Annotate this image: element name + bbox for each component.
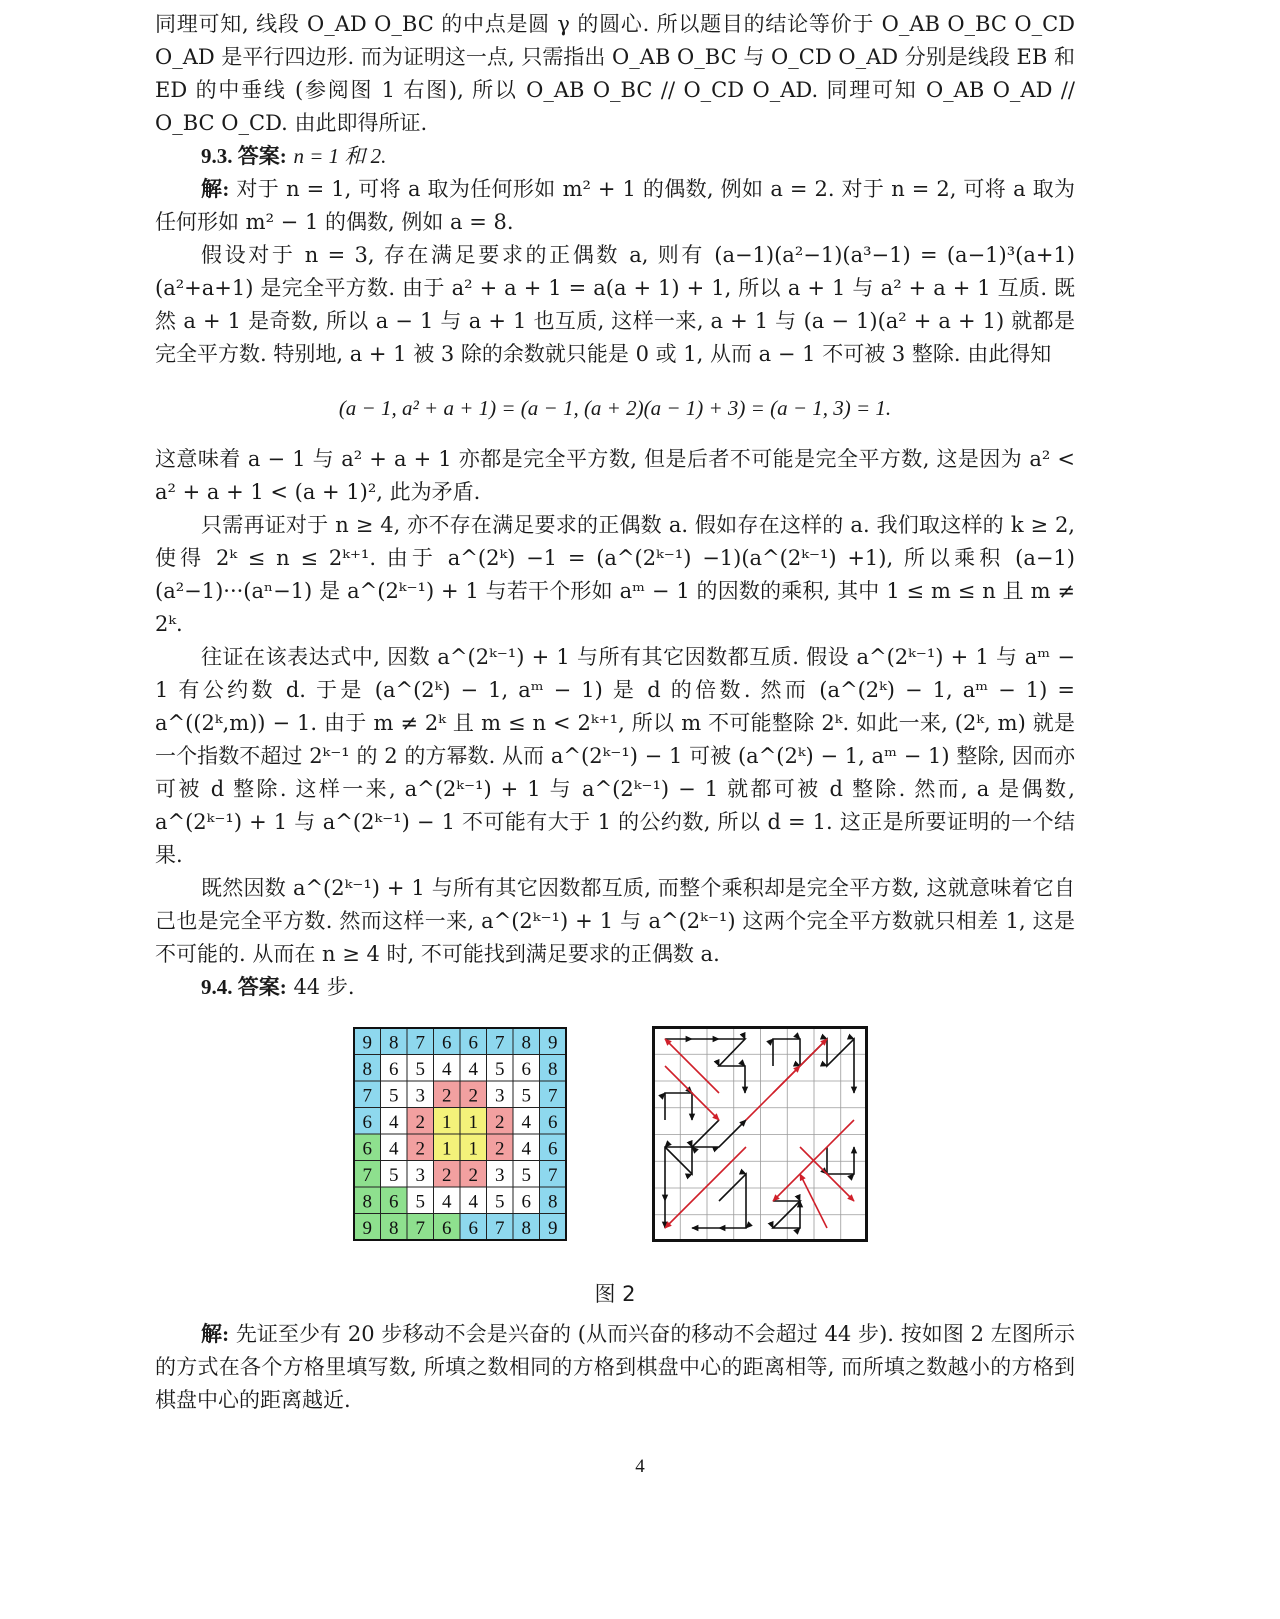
board-cell-number: 6: [389, 1191, 399, 1213]
board-cell-number: 7: [495, 1032, 505, 1054]
board-cell-number: 4: [442, 1191, 452, 1213]
board-cell-number: 7: [548, 1164, 558, 1186]
figure-caption: 图 2: [594, 1282, 636, 1306]
paragraph-3: 假设对于 n = 3, 存在满足要求的正偶数 a, 则有 (a−1)(a²−1)(a³−1) = (a−1)³(a+1)(a²+a+1) 是完全平方数. 由于 a² + a + 1 = a(a + 1) + 1, 所以 a + 1 与 a² + a + 1 互质. 既然 a + 1 是奇数, 所以 a − 1 与 a + 1 也互质, 这样一来, a + 1 与 (a − 1)(a² + a + 1) 就都是完全平方数. 特别地, a + 1 被 3 除的余数就只能是 0 或 1, 从而 a − 1 不可被 3 整除. 由此得知: [155, 243, 1075, 366]
board-cell-number: 6: [442, 1217, 452, 1239]
board-cell-number: 2: [495, 1111, 505, 1133]
path-top-right: [773, 1039, 854, 1093]
answer-9-4: [155, 971, 1075, 1004]
board-cell-number: 2: [442, 1164, 452, 1186]
board-cell-number: 1: [468, 1111, 478, 1133]
board-cell-number: 6: [548, 1111, 558, 1133]
answer-9-4-label: 9.4. 答案:: [201, 975, 287, 999]
paragraph-2: 对于 n = 1, 可将 a 取为任何形如 m² + 1 的偶数, 例如 a = 2. 对于 n = 2, 可将 a 取为任何形如 m² − 1 的偶数, 例如 a = 8.: [155, 177, 1075, 234]
paragraph-7: 既然因数 a^(2ᵏ⁻¹) + 1 与所有其它因数都互质, 而整个乘积却是完全平方数, 这就意味着它自己也是完全平方数. 然而这样一来, a^(2ᵏ⁻¹) + 1 与 a^(2ᵏ⁻¹) 这两个完全平方数就只相差 1, 这是不可能的. 从而在 n ≥ 4 时, 不可能找到满足要求的正偶数 a.: [155, 876, 1075, 966]
figure-2: [155, 1016, 1075, 1346]
paragraph-6: 往证在该表达式中, 因数 a^(2ᵏ⁻¹) + 1 与所有其它因数都互质. 假设 a^(2ᵏ⁻¹) + 1 与 aᵐ − 1 有公约数 d. 于是 (a^(2ᵏ) − 1, aᵐ − 1) 是 d 的倍数. 然而 (a^(2ᵏ) − 1, aᵐ − 1) = a^((2ᵏ,m)) − 1. 由于 m ≠ 2ᵏ 且 m ≤ n < 2ᵏ⁺¹, 所以 m 不可能整除 2ᵏ. 如此一来, (2ᵏ, m) 就是一个指数不超过 2ᵏ⁻¹ 的 2 的方幂数. 从而 a^(2ᵏ⁻¹) − 1 可被 (a^(2ᵏ) − 1, aᵐ − 1) 整除, 因而亦可被 d 整除. 这样一来, a^(2ᵏ⁻¹) + 1 与 a^(2ᵏ⁻¹) − 1 就都可被 d 整除. 然而, a 是偶数, a^(2ᵏ⁻¹) + 1 与 a^(2ᵏ⁻¹) − 1 不可能有大于 1 的公约数, 所以 d = 1. 这正是所要证明的一个结果.: [155, 645, 1075, 867]
solution-label-2: 解:: [201, 1322, 230, 1346]
answer-9-3: [155, 140, 1075, 173]
solution-label: 解:: [201, 177, 230, 201]
path-top-left: [665, 1039, 745, 1093]
board-cell-number: 5: [389, 1085, 399, 1107]
red-diagonal-1: [665, 1039, 719, 1093]
path-bottom-mid: [692, 1174, 746, 1228]
red-diagonal-8: [800, 1174, 827, 1228]
answer-9-4-text: 44 步.: [293, 975, 355, 999]
board-cell-number: 3: [495, 1164, 505, 1186]
board-cell-number: 9: [362, 1032, 372, 1054]
paragraph-4: 这意味着 a − 1 与 a² + a + 1 亦都是完全平方数, 但是后者不可能是完全平方数, 这是因为 a² < a² + a + 1 < (a + 1)², 此为矛盾.: [155, 447, 1075, 504]
board-cell-number: 9: [548, 1032, 558, 1054]
board-cell-number: 8: [521, 1217, 531, 1239]
board-cell-number: 4: [442, 1058, 452, 1080]
board-cell-number: 8: [548, 1058, 558, 1080]
move-path: [665, 1039, 854, 1228]
board-cell-number: 3: [415, 1085, 425, 1107]
display-formula: (a − 1, a² + a + 1) = (a − 1, (a + 2)(a − 1) + 3) = (a − 1, 3) = 1.: [338, 396, 892, 420]
board-cell-number: 2: [468, 1085, 478, 1107]
board-cell-number: 4: [521, 1111, 531, 1133]
board-cell-number: 6: [468, 1032, 478, 1054]
board-cell-number: 8: [389, 1032, 399, 1054]
board-cell-number: 5: [521, 1164, 531, 1186]
board-cell-number: 3: [415, 1164, 425, 1186]
board-cell-number: 4: [468, 1191, 478, 1213]
board-cell-number: 2: [495, 1138, 505, 1160]
board-cell-number: 2: [415, 1111, 425, 1133]
paragraph-5: 只需再证对于 n ≥ 4, 亦不存在满足要求的正偶数 a. 假如存在这样的 a. 我们取这样的 k ≥ 2, 使得 2ᵏ ≤ n ≤ 2ᵏ⁺¹. 由于 a^(2ᵏ) −1 = (a^(2ᵏ⁻¹) −1)(a^(2ᵏ⁻¹) +1), 所以乘积 (a−1)(a²−1)···(aⁿ−1) 是 a^(2ᵏ⁻¹) + 1 与若干个形如 aᵐ − 1 的因数的乘积, 其中 1 ≤ m ≤ n 且 m ≠ 2ᵏ.: [155, 513, 1075, 636]
path-bottom-left: [665, 1147, 692, 1228]
board-cell-number: 2: [442, 1085, 452, 1107]
board-cell-number: 9: [362, 1217, 372, 1239]
board-cell-number: 5: [495, 1058, 505, 1080]
board-cell-number: 4: [389, 1138, 399, 1160]
path-center: [692, 1120, 746, 1147]
board-cell-number: 1: [442, 1138, 452, 1160]
board-cell-number: 9: [548, 1217, 558, 1239]
board-cell-number: 8: [362, 1058, 372, 1080]
move-path-board-figure: [652, 1026, 868, 1242]
board-cell-number: 7: [415, 1032, 425, 1054]
paragraph-1: 同理可知, 线段 O_AD O_BC 的中点是圆 γ 的圆心. 所以题目的结论等价于 O_AB O_BC O_CD O_AD 是平行四边形. 而为证明这一点, 只需指出 O_AB O_BC 与 O_CD O_AD 分别是线段 EB 和 ED 的中垂线 (参阅图 1 右图), 所以 O_AB O_BC // O_CD O_AD. 同理可知 O_AB O_AD // O_BC O_CD. 由此即得所证.: [155, 12, 1075, 135]
board-cell-number: 8: [389, 1217, 399, 1239]
board-cell-number: 5: [415, 1191, 425, 1213]
board-cell-number: 1: [468, 1138, 478, 1160]
board-cell-number: 7: [362, 1085, 372, 1107]
board-cell-number: 1: [442, 1111, 452, 1133]
board-cell-number: 6: [468, 1217, 478, 1239]
page-body: [155, 8, 1075, 1346]
solution-9-4: [155, 1318, 1075, 1417]
board-cell-number: 6: [521, 1191, 531, 1213]
board-cell-number: 6: [521, 1058, 531, 1080]
board-cell-number: 5: [521, 1085, 531, 1107]
page-number: 4: [635, 1456, 645, 1477]
board-cell-number: 7: [362, 1164, 372, 1186]
board-cell-number: 5: [495, 1191, 505, 1213]
paragraph-8: 先证至少有 20 步移动不会是兴奋的 (从而兴奋的移动不会超过 44 步). 按如图 2 左图所示的方式在各个方格里填写数, 所填之数相同的方格到棋盘中心的距离相等, 而所填之数越小的方格到棋盘中心的距离越近.: [155, 1322, 1075, 1412]
board-cell-number: 5: [389, 1164, 399, 1186]
board-cell-number: 4: [389, 1111, 399, 1133]
solution-9-3: [155, 173, 1075, 239]
board-cell-number: 6: [548, 1138, 558, 1160]
board-cell-number: 2: [468, 1164, 478, 1186]
board-cell-number: 5: [415, 1058, 425, 1080]
paragraph-8-wrap: [155, 1318, 1075, 1417]
board-cell-number: 4: [521, 1138, 531, 1160]
board-cell-number: 2: [415, 1138, 425, 1160]
path-left-top: [665, 1093, 692, 1120]
board-cell-number: 6: [442, 1032, 452, 1054]
numbered-board-figure: [352, 1026, 568, 1242]
answer-9-3-label: 9.3. 答案:: [201, 144, 287, 168]
board-cell-number: 7: [548, 1085, 558, 1107]
board-cell-number: 6: [389, 1058, 399, 1080]
board-cell-number: 8: [548, 1191, 558, 1213]
red-diagonal-4: [773, 1066, 800, 1093]
board-cell-number: 4: [468, 1058, 478, 1080]
board-cell-number: 8: [362, 1191, 372, 1213]
board-cell-number: 6: [362, 1138, 372, 1160]
board-cell-number: 6: [362, 1111, 372, 1133]
board-cell-number: 3: [495, 1085, 505, 1107]
board-cell-number: 8: [521, 1032, 531, 1054]
board-cell-number: 7: [495, 1217, 505, 1239]
board-cell-number: 7: [415, 1217, 425, 1239]
answer-9-3-text: n = 1 和 2.: [293, 144, 387, 168]
